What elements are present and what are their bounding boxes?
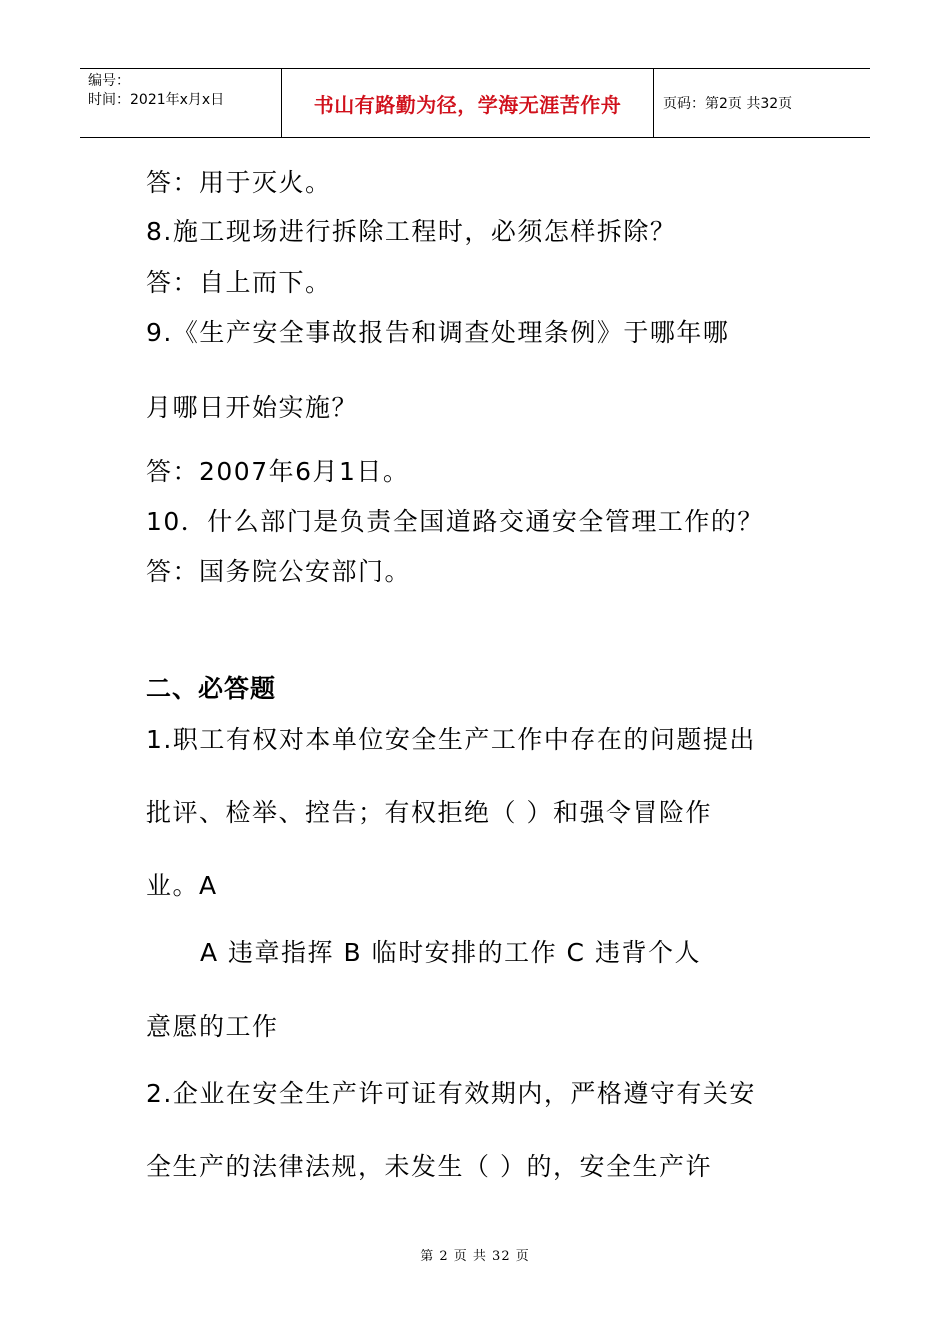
answer-7: 答：用于灭火。	[146, 168, 332, 197]
header-motto: 书山有路勤为径，学海无涯苦作舟	[282, 69, 654, 137]
q1-options-line1: A 违章指挥 B 临时安排的工作 C 违背个人	[200, 938, 701, 967]
q1-line1: 1.职工有权对本单位安全生产工作中存在的问题提出	[146, 725, 756, 754]
q1-options-line2: 意愿的工作	[146, 1012, 279, 1041]
q2-line1: 2.企业在安全生产许可证有效期内，严格遵守有关安	[146, 1079, 756, 1108]
question-9-line2: 月哪日开始实施？	[146, 393, 359, 422]
header-meta	[80, 69, 282, 137]
document-date: 时间：2021年x月x日	[88, 92, 225, 108]
answer-8: 答：自上而下。	[146, 268, 332, 297]
page-header	[80, 68, 870, 138]
q1-line2: 批评、检举、控告；有权拒绝（ ）和强令冒险作	[146, 798, 712, 827]
answer-10: 答：国务院公安部门。	[146, 557, 412, 586]
q2-line2: 全生产的法律法规，未发生（ ）的，安全生产许	[146, 1152, 712, 1181]
question-9-line1: 9.《生产安全事故报告和调查处理条例》于哪年哪	[146, 318, 730, 347]
question-10: 10．什么部门是负责全国道路交通安全管理工作的？	[146, 507, 764, 536]
section-title: 二、必答题	[146, 674, 277, 703]
header-page-number: 页码：第2页 共32页	[663, 96, 793, 112]
answer-9: 答：2007年6月1日。	[146, 457, 410, 486]
page-footer: 第 2 页 共 32 页	[420, 1249, 530, 1264]
document-number: 编号：	[88, 73, 130, 89]
question-8: 8.施工现场进行拆除工程时，必须怎样拆除？	[146, 217, 677, 246]
q1-line3: 业。A	[146, 871, 218, 900]
